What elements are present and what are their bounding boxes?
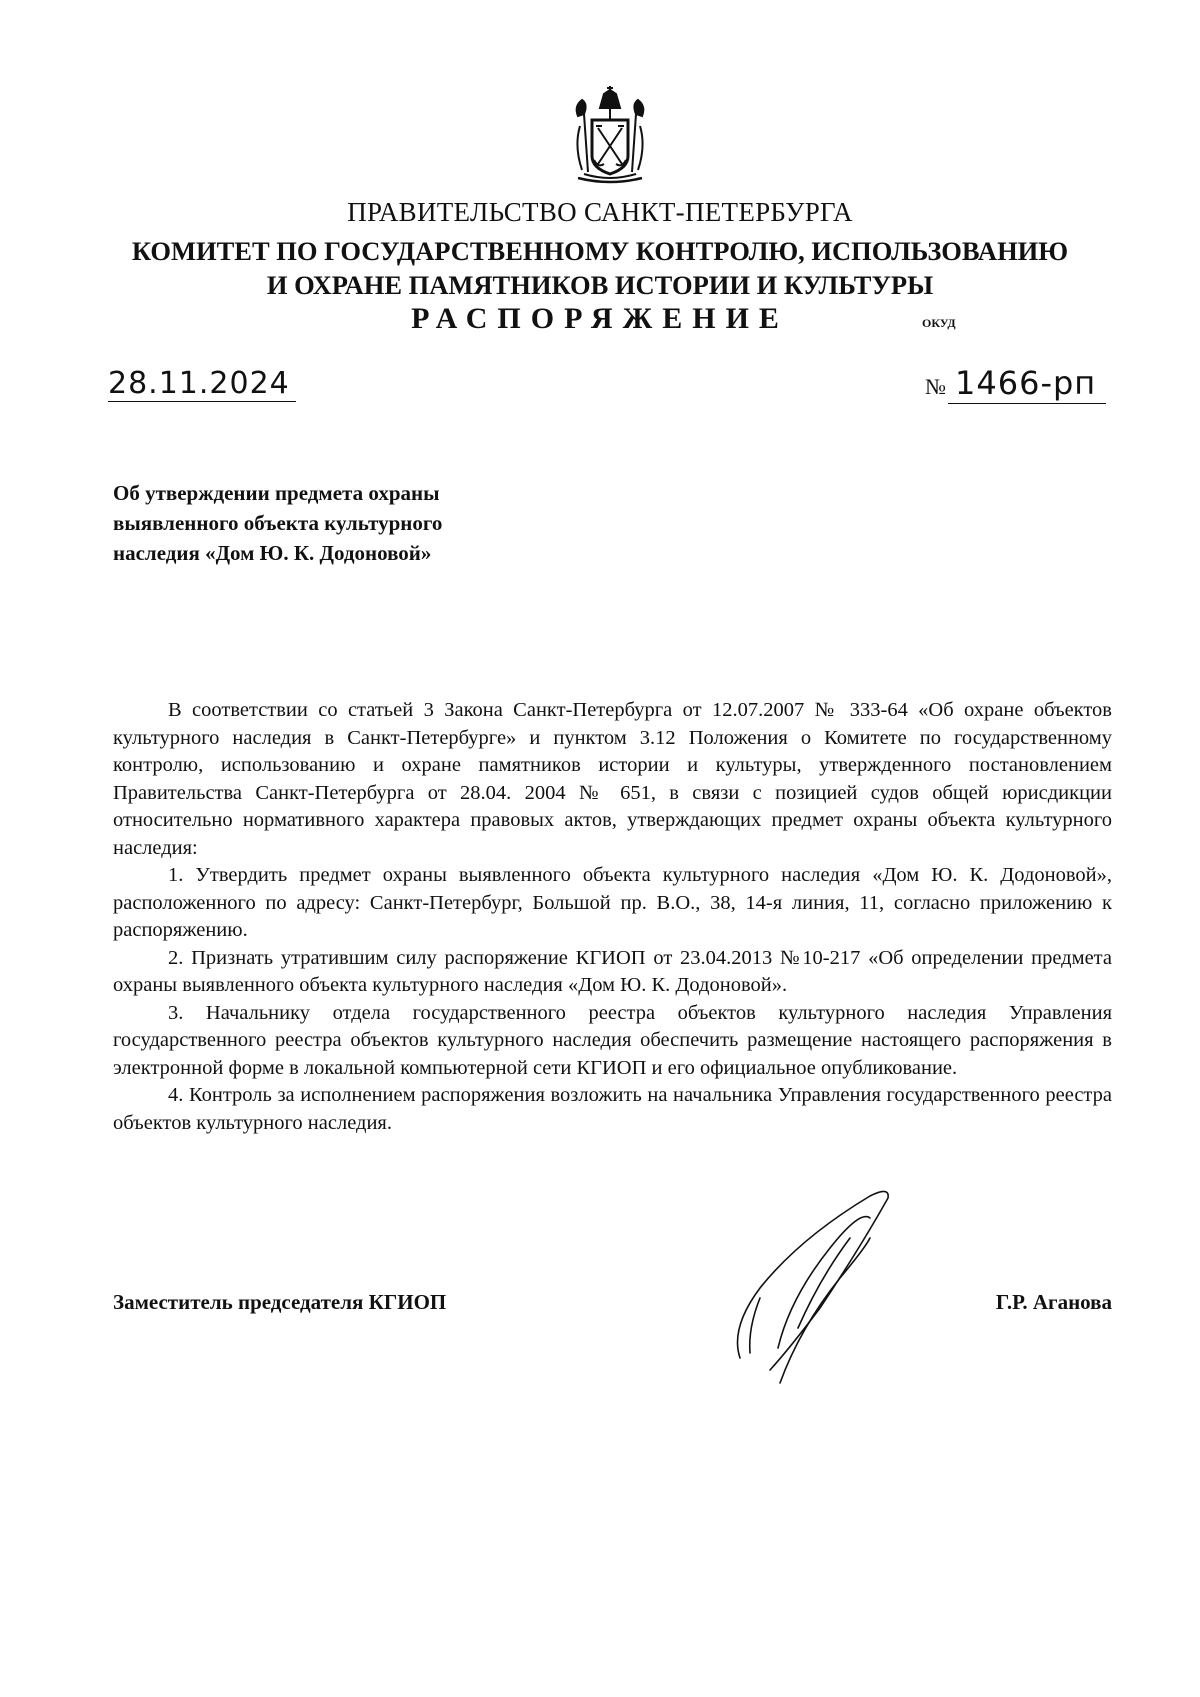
committee-name-line1: КОМИТЕТ ПО ГОСУДАРСТВЕННОМУ КОНТРОЛЮ, ИСПОЛЬЗОВАНИЮ <box>131 236 1069 266</box>
body-item-1: 1. Утвердить предмет охраны выявленного объекта культурного наследия «Дом Ю. К. Додоновой», расположенного по адресу: Санкт-Петербург, Большой пр. В.О., 38, 14-я линия, 11, согласно приложению к распоряжению. <box>113 864 1112 941</box>
document-body <box>113 697 1112 1137</box>
subject-line2: выявленного объекта культурного <box>113 511 443 535</box>
government-name: ПРАВИТЕЛЬСТВО САНКТ-ПЕТЕРБУРГА <box>347 197 853 227</box>
subject-line3: наследия «Дом Ю. К. Додоновой» <box>113 541 432 565</box>
committee-name <box>0 234 1200 302</box>
document-type: РАСПОРЯЖЕНИЕ <box>411 302 789 335</box>
number-underline <box>948 403 1106 404</box>
signer-name: Г.Р. Аганова <box>995 1290 1112 1314</box>
body-item-4: 4. Контроль за исполнением распоряжения возложить на начальника Управления государственного реестра объектов культурного наследия. <box>113 1084 1112 1134</box>
handwritten-signature <box>720 1178 940 1388</box>
committee-name-line2: И ОХРАНЕ ПАМЯТНИКОВ ИСТОРИИ И КУЛЬТУРЫ <box>266 270 934 300</box>
signer-title: Заместитель председателя КГИОП <box>113 1290 447 1314</box>
body-item-3: 3. Начальнику отдела государственного реестра объектов культурного наследия Управления государственного реестра объектов культурного наследия обеспечить размещение настоящего распоряжения в электронной форме в локальной компьютерной сети КГИОП и его официальное опубликование. <box>113 1001 1112 1079</box>
date-underline <box>108 401 296 402</box>
subject-line1: Об утверждении предмета охраны <box>113 481 440 505</box>
saint-petersburg-coat-of-arms-icon <box>570 86 650 186</box>
body-item-2: 2. Признать утратившим силу распоряжение КГИОП от 23.04.2013 №10-217 «Об определении предмета охраны выявленного объекта культурного наследия «Дом Ю. К. Додоновой». <box>113 946 1112 996</box>
document-subject <box>113 478 533 568</box>
document-date: 28.11.2024 <box>108 366 290 401</box>
number-sign: № <box>925 374 946 399</box>
body-intro: В соответствии со статьей 3 Закона Санкт-Петербурга от 12.07.2007 № 333-64 «Об охране объектов культурного наследия в Санкт-Петербурге» и пунктом 3.12 Положения о Комитете по государственному контролю, использованию и охране памятников истории и культуры, утвержденного постановлением Правительства Санкт-Петербурга от 28.04. 2004 № 651, в связи с позицией судов общей юрисдикции относительно нормативного характера правовых актов, утверждающих предмет охраны объекта культурного наследия: <box>113 699 1112 859</box>
okud-label: ОКУД <box>922 316 956 330</box>
document-number: 1466-рп <box>955 364 1097 402</box>
